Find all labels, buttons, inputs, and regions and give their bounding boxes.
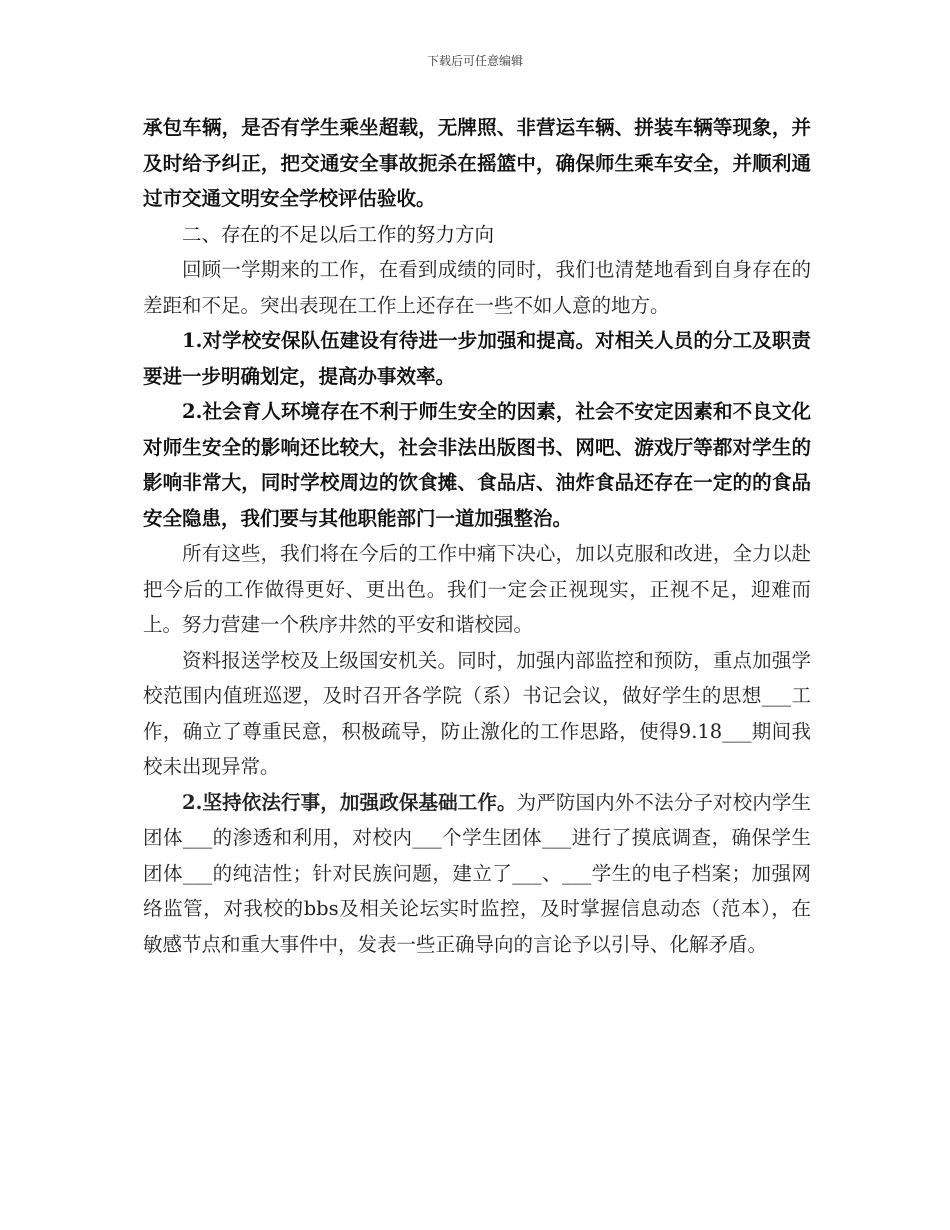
paragraph-resolution: 所有这些，我们将在今后的工作中痛下决心，加以克服和改进，全力以赴把今后的工作做得更好、更出色。我们一定会正视现实，正视不足，迎难而上。努力营建一个秩序井然的平安和谐校园。 (143, 542, 811, 636)
paragraph-reporting: 资料报送学校及上级国安机关。同时，加强内部监控和预防，重点加强学校范围内值班巡逻，及时召开各学院（系）书记会议，做好学生的思想___工作，确立了尊重民意，积极疏导，防止激化的工作思路，使得9.18___期间我校未出现异常。 (143, 648, 811, 778)
paragraph-point-2-social-environment: 2.社会育人环境存在不利于师生安全的因素，社会不安定因素和不良文化对师生安全的影响还比较大，社会非法出版图书、网吧、游戏厅等都对学生的影响非常大，同时学校周边的饮食摊、食品店、油炸食品还存在一定的的食品安全隐患，我们要与其他职能部门一道加强整治。 (143, 400, 811, 530)
paragraph-lead-text: 2.坚持依法行事，加强政保基础工作。 (182, 790, 517, 814)
paragraph-review: 回顾一学期来的工作，在看到成绩的同时，我们也清楚地看到自身存在的差距和不足。突出表现在工作上还存在一些不如人意的地方。 (143, 258, 811, 317)
paragraph-law-enforcement (143, 785, 811, 963)
document-body (143, 110, 811, 962)
page-header: 下载后可任意编辑 (426, 54, 523, 68)
section-heading-shortcomings: 二、存在的不足以后工作的努力方向 (182, 222, 495, 246)
paragraph-point-1-security-team: 1.对学校安保队伍建设有待进一步加强和提高。对相关人员的分工及职责要进一步明确划定，提高办事效率。 (143, 329, 811, 388)
paragraph-body-text: 为严防国内外不法分子对校内学生团体___的渗透和利用，对校内___个学生团体___进行了摸底调查，确保学生团体___的纯洁性；针对民族问题，建立了___、___学生的电子档案；加强网络监管，对我校的bbs及相关论坛实时监控，及时掌握信息动态（范本），在敏感节点和重大事件中，发表一些正确导向的言论予以引导、化解矛盾。 (143, 790, 811, 956)
paragraph-vehicle-inspection: 承包车辆，是否有学生乘坐超载，无牌照、非营运车辆、拼装车辆等现象，并及时给予纠正，把交通安全事故扼杀在摇篮中，确保师生乘车安全，并顺利通过市交通文明安全学校评估验收。 (143, 116, 811, 210)
